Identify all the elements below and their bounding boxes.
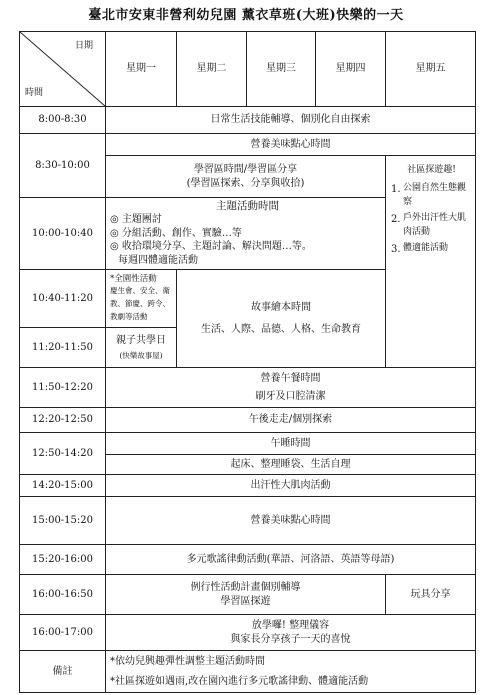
theme-activity-cell bbox=[106, 198, 386, 270]
time-cell: 11:20-11:50 bbox=[20, 328, 106, 368]
time-header-label: 時間 bbox=[25, 87, 44, 98]
afternoon-snack-cell: 營養美味點心時間 bbox=[106, 497, 476, 545]
toy-sharing-cell: 玩具分享 bbox=[386, 575, 476, 615]
time-cell: 8:00-8:30 bbox=[20, 107, 106, 134]
lunch-title: 營養午餐時間 bbox=[260, 373, 321, 384]
theme-item: ◎ 收拾環境分享、主題討論、解決問題…等。 bbox=[110, 241, 312, 253]
community-item bbox=[391, 212, 472, 239]
community-item-text: 戶外出汗性大肌肉活動 bbox=[403, 213, 467, 237]
schedule-row bbox=[20, 575, 476, 615]
dismissal-sub: 與家長分享孩子一天的喜悅 bbox=[230, 633, 351, 645]
learning-area-cell bbox=[106, 156, 386, 198]
day-header-wed: 星期三 bbox=[247, 32, 316, 107]
parent-child-cell bbox=[106, 328, 177, 368]
corner-header-cell bbox=[20, 32, 106, 107]
time-cell: 12:20-12:50 bbox=[20, 408, 106, 433]
lunch-sub: 刷牙及口腔清潔 bbox=[255, 390, 326, 402]
theme-item: ◎ 分組活動、創作、實驗…等 bbox=[110, 227, 242, 239]
header-row bbox=[20, 32, 476, 107]
learning-area-title: 學習區時間/學習區分享 bbox=[193, 164, 298, 175]
wakeup-cell: 起床、整理睡袋、生活自理 bbox=[106, 455, 476, 475]
time-cell: 11:50-12:20 bbox=[20, 368, 106, 408]
schedule-row bbox=[20, 107, 476, 134]
lunch-cell bbox=[106, 368, 476, 408]
day-header-thu: 星期四 bbox=[316, 32, 386, 107]
note-line: *依幼兒興趣彈性調整主題活動時間 bbox=[110, 656, 265, 667]
afternoon-walk-cell: 午後走走/個別探索 bbox=[106, 408, 476, 433]
day-header-fri: 星期五 bbox=[386, 32, 476, 107]
theme-heading: 主題活動時間 bbox=[216, 200, 279, 212]
schedule-row bbox=[20, 408, 476, 433]
theme-item: ◎ 主題團討 bbox=[110, 214, 162, 226]
story-time-title: 故事繪本時間 bbox=[251, 302, 311, 313]
community-item-num: 2. bbox=[391, 214, 401, 226]
community-title: 社區探遊趣! bbox=[407, 165, 456, 175]
schedule-row bbox=[20, 433, 476, 455]
story-time-cell bbox=[177, 270, 386, 368]
schedule-row bbox=[20, 497, 476, 545]
time-cell: 16:00-16:50 bbox=[20, 575, 106, 615]
global-activity-cell bbox=[106, 270, 177, 328]
dismissal-title: 放學囉! 整理儀容 bbox=[251, 620, 330, 631]
time-cell: 15:00-15:20 bbox=[20, 497, 106, 545]
routine-activity-title: 例行性活動計畫個別輔導 bbox=[190, 582, 301, 593]
day-header-tue: 星期二 bbox=[177, 32, 247, 107]
schedule-row bbox=[20, 651, 476, 693]
global-activity-title: *全園性活動 bbox=[110, 274, 157, 284]
routine-activity-cell bbox=[106, 575, 386, 615]
time-cell: 16:00-17:00 bbox=[20, 615, 106, 651]
note-line: *社區探遊如遇雨,改在園內進行多元歌謠律動、體適能活動 bbox=[110, 675, 369, 687]
story-time-text: 生活、人際、品德、人格、生命教育 bbox=[201, 323, 361, 335]
parent-child-sub: (快樂故事屋) bbox=[119, 351, 163, 361]
day-header-mon: 星期一 bbox=[106, 32, 177, 107]
music-movement-cell: 多元歌謠律動活動(華語、河洛語、英語等母語) bbox=[106, 545, 476, 575]
nap-cell: 午睡時間 bbox=[106, 433, 476, 455]
page-title: 臺北市安東非營利幼兒園 薰衣草班(大班)快樂的一天 bbox=[88, 8, 404, 23]
schedule-row bbox=[20, 368, 476, 408]
gross-motor-cell: 出汗性大肌肉活動 bbox=[106, 475, 476, 497]
community-item bbox=[391, 242, 472, 257]
schedule-row bbox=[20, 545, 476, 575]
dismissal-cell bbox=[106, 615, 476, 651]
global-activity-text: 慶生會、安全、衛教、節慶、跨令、教劇等活動 bbox=[110, 286, 170, 321]
time-cell: 10:00-10:40 bbox=[20, 198, 106, 270]
snack-cell: 營養美味點心時間 bbox=[106, 134, 476, 156]
parent-child-title: 親子共學日 bbox=[116, 334, 166, 346]
community-item-text: 體適能活動 bbox=[403, 243, 449, 254]
time-cell: 12:50-14:20 bbox=[20, 433, 106, 475]
learning-area-sub: (學習區探索、分享與收拾) bbox=[186, 177, 305, 189]
schedule-table bbox=[19, 31, 476, 693]
schedule-row bbox=[20, 615, 476, 651]
time-cell: 10:40-11:20 bbox=[20, 270, 106, 328]
community-item-num: 1. bbox=[391, 184, 401, 196]
time-cell: 15:20-16:00 bbox=[20, 545, 106, 575]
time-cell: 8:30-10:00 bbox=[20, 134, 106, 198]
schedule-row bbox=[20, 475, 476, 497]
community-item bbox=[391, 182, 472, 209]
routine-activity-sub: 學習區探遊 bbox=[220, 595, 271, 607]
time-cell: 14:20-15:00 bbox=[20, 475, 106, 497]
activity-cell: 日常生活技能輔導、個別化自由探索 bbox=[106, 107, 476, 134]
date-header-label: 日期 bbox=[74, 41, 93, 51]
community-item-num: 3. bbox=[391, 244, 401, 256]
notes-label-cell: 備註 bbox=[20, 651, 106, 693]
notes-cell bbox=[106, 651, 476, 693]
theme-note: 每週四體適能活動 bbox=[118, 254, 198, 266]
community-item-text: 公園自然生態觀察 bbox=[403, 183, 467, 207]
schedule-row bbox=[20, 134, 476, 156]
community-outing-cell bbox=[386, 156, 476, 368]
